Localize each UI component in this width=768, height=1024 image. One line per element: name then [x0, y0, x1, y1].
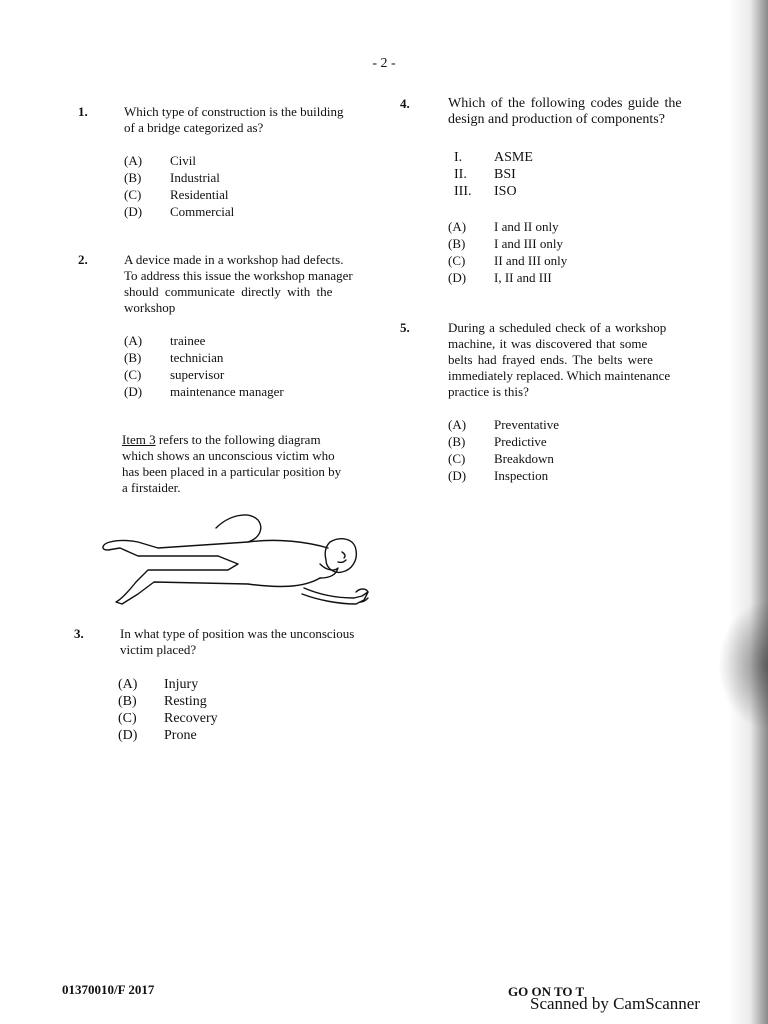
stem-line: machine, it was discovered that some: [448, 336, 648, 351]
option-a: [124, 333, 284, 350]
option-text: Breakdown: [494, 451, 554, 466]
scan-shadow-blot: [718, 600, 768, 730]
options-list: [448, 219, 567, 287]
option-label: (A): [124, 153, 143, 168]
option-label: (B): [118, 694, 137, 709]
option-text: technician: [170, 350, 224, 365]
option-c: [124, 367, 284, 384]
stem-line: A device made in a workshop had defects.: [124, 252, 344, 267]
option-a: [448, 417, 559, 434]
recovery-position-diagram: [98, 508, 380, 608]
go-on-notice: GO ON TO T: [508, 984, 585, 999]
option-c: [448, 253, 567, 270]
option-label: (D): [118, 728, 138, 743]
intro-line: has been placed in a particular position by: [122, 464, 342, 479]
question-stem: [120, 626, 378, 658]
code-item-1: [454, 150, 533, 167]
option-label: (C): [124, 367, 142, 382]
option-text: Injury: [164, 677, 199, 692]
intro-line: [122, 432, 376, 448]
option-label: (B): [448, 236, 466, 251]
option-text: Prone: [164, 728, 197, 743]
torso: [248, 540, 328, 586]
question-stem: [448, 320, 706, 400]
option-b: [118, 694, 218, 711]
option-label: (D): [448, 468, 467, 483]
code-numeral: II.: [454, 167, 467, 182]
stem-line: immediately replaced. Which maintenance: [448, 368, 671, 383]
option-c: [118, 711, 218, 728]
code-numeral: III.: [454, 184, 472, 199]
stem-line: To address this issue the workshop manager: [124, 268, 353, 283]
intro-text: refers to the following diagram: [155, 432, 321, 447]
option-label: (C): [448, 253, 466, 268]
option-text: supervisor: [170, 367, 225, 382]
option-label: (C): [118, 711, 137, 726]
option-label: (B): [124, 170, 142, 185]
question-number: 5.: [400, 320, 410, 335]
option-a: [118, 677, 218, 694]
question-number: 4.: [400, 96, 410, 111]
option-label: (A): [448, 417, 467, 432]
code-text: ASME: [494, 150, 533, 165]
option-label: (A): [118, 677, 138, 692]
options-list: [124, 333, 284, 401]
stem-line: Which type of construction is the building: [124, 104, 344, 119]
codes-list: [454, 150, 533, 201]
option-b: [448, 236, 567, 253]
question-stem: [124, 252, 376, 316]
option-label: (B): [124, 350, 142, 365]
option-text: Commercial: [170, 204, 235, 219]
page-number: - 2 -: [372, 56, 396, 71]
option-b: [124, 350, 284, 367]
option-label: (D): [124, 204, 143, 219]
option-d: [124, 384, 284, 401]
option-d: [124, 204, 234, 221]
option-b: [124, 170, 234, 187]
code-item-2: [454, 167, 533, 184]
paper-code: 01370010/F 2017: [62, 982, 155, 997]
scanner-watermark: Scanned by CamScanner: [530, 994, 700, 1013]
head: [325, 539, 356, 573]
option-d: [448, 270, 567, 287]
option-label: (C): [448, 451, 466, 466]
option-label: (B): [448, 434, 466, 449]
option-text: Civil: [170, 153, 197, 168]
stem-line: design and production of components?: [448, 112, 665, 127]
item-3-reference: Item 3: [122, 432, 156, 447]
stem-line: Which of the following codes guide the: [448, 96, 682, 111]
option-text: II and III only: [494, 253, 568, 268]
question-stem: [448, 96, 714, 128]
options-list: [448, 417, 559, 485]
option-label: (D): [448, 270, 467, 285]
option-text: I and III only: [494, 236, 563, 251]
option-a: [124, 153, 234, 170]
options-list: [124, 153, 234, 221]
question-number: 1.: [78, 104, 88, 119]
option-c: [448, 451, 559, 468]
option-text: Inspection: [494, 468, 549, 483]
option-text: trainee: [170, 333, 206, 348]
stem-line: victim placed?: [120, 642, 197, 657]
option-d: [448, 468, 559, 485]
stem-line: During a scheduled check of a workshop: [448, 320, 667, 335]
intro-line: which shows an unconscious victim who: [122, 448, 335, 463]
stem-line: of a bridge categorized as?: [124, 120, 264, 135]
lower-leg: [116, 556, 248, 604]
question-number: 3.: [74, 626, 84, 641]
option-label: (A): [124, 333, 143, 348]
stem-line: In what type of position was the unconscious: [120, 626, 355, 641]
option-label: (C): [124, 187, 142, 202]
option-text: Recovery: [164, 711, 218, 726]
option-text: I, II and III: [494, 270, 552, 285]
upper-leg: [103, 515, 261, 556]
stem-line: workshop: [124, 300, 176, 315]
option-label: (D): [124, 384, 143, 399]
item-3-intro: [122, 432, 376, 496]
option-text: Preventative: [494, 417, 559, 432]
upper-arm: [320, 564, 338, 578]
code-numeral: I.: [454, 150, 463, 165]
options-list: [118, 677, 218, 745]
face: [338, 552, 346, 562]
option-text: maintenance manager: [170, 384, 284, 399]
stem-line: should communicate directly with the: [124, 284, 333, 299]
code-text: BSI: [494, 167, 516, 182]
option-a: [448, 219, 567, 236]
code-item-3: [454, 184, 533, 201]
option-text: Resting: [164, 694, 207, 709]
option-text: Industrial: [170, 170, 220, 185]
option-text: I and II only: [494, 219, 559, 234]
question-stem: [124, 104, 378, 136]
question-number: 2.: [78, 252, 88, 267]
option-b: [448, 434, 559, 451]
option-label: (A): [448, 219, 467, 234]
option-text: Residential: [170, 187, 229, 202]
option-c: [124, 187, 234, 204]
option-d: [118, 728, 218, 745]
option-text: Predictive: [494, 434, 547, 449]
stem-line: belts had frayed ends. The belts were: [448, 352, 653, 367]
intro-line: a firstaider.: [122, 480, 181, 495]
scan-shadow-edge: [728, 0, 768, 1024]
code-text: ISO: [494, 184, 517, 199]
stem-line: practice is this?: [448, 384, 529, 399]
